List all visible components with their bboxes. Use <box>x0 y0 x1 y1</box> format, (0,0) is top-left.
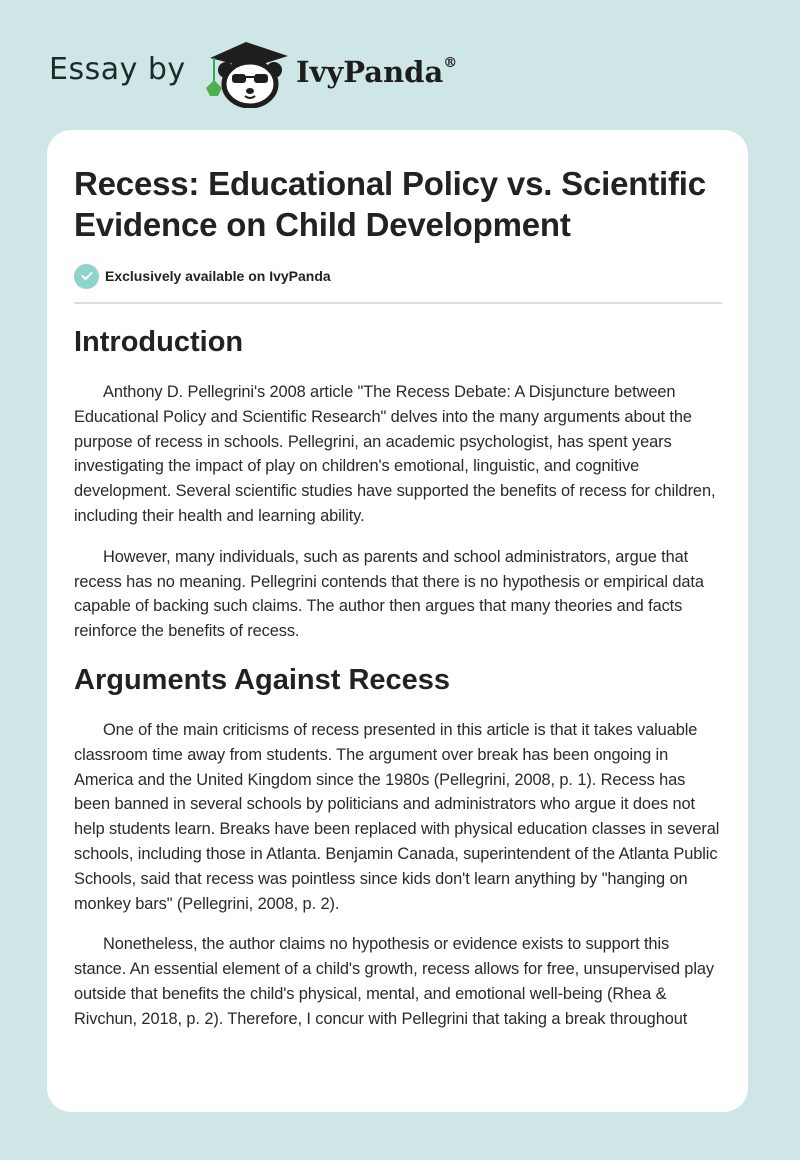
exclusive-badge <box>74 263 331 289</box>
paragraph: Anthony D. Pellegrini's 2008 article "The Recess Debate: A Disjuncture between Educational Policy and Scientific Research" delves into the many arguments about the purpose of recess in schools. Pellegrini, an academic psychologist, has spent years investigating the impact of play on children's emotional, linguistic, and cognitive development. Several scientific studies have supported the benefits of recess for children, including their health and learning ability. <box>74 383 716 525</box>
paragraph: However, many individuals, such as parents and school administrators, argue that recess has no meaning. Pellegrini contends that there is no hypothesis or empirical data capable of backing such claims. The author then argues that many theories and facts reinforce the benefits of recess. <box>74 547 704 641</box>
paragraph: One of the main criticisms of recess presented in this article is that it takes valuable classroom time away from students. The argument over break has been ongoing in America and the United Kingdom since the 1980s (Pellegrini, 2008, p. 1). Recess has been banned in several schools by politicians and administrators who argue it does not help students learn. Breaks have been replaced with physical education classes in several schools, including those in Atlanta. Benjamin Canada, superintendent of the Atlanta Public Schools, said that recess was pointless since kids don't learn anything by "hanging on monkey bars" (Pellegrini, 2008, p. 2). <box>74 720 720 913</box>
check-circle-icon <box>74 264 99 289</box>
site-header <box>0 0 800 120</box>
divider <box>74 302 722 304</box>
exclusive-badge-text: Exclusively available on IvyPanda <box>105 268 331 284</box>
essay-card <box>47 130 748 1112</box>
section-heading-introduction: Introduction <box>74 326 244 358</box>
paragraph: Nonetheless, the author claims no hypothesis or evidence exists to support this stance. An essential element of a child's growth, recess allows for free, unsupervised play outside that benefits the child's physical, mental, and emotional well-being (Rhea & Rivchun, 2018, p. 2). Therefore, I concur with Pellegrini that taking a break throughout <box>74 935 714 1028</box>
section-heading-arguments-against-recess: Arguments Against Recess <box>74 663 451 696</box>
essay-body <box>74 322 724 1048</box>
essay-by-label: Essay by <box>49 52 186 87</box>
registered-mark: ® <box>443 55 458 72</box>
panda-graduate-icon[interactable] <box>202 36 292 108</box>
brand-name[interactable]: IvyPanda® <box>296 55 458 89</box>
essay-title: Recess: Educational Policy vs. Scientific Evidence on Child Development <box>74 165 706 243</box>
